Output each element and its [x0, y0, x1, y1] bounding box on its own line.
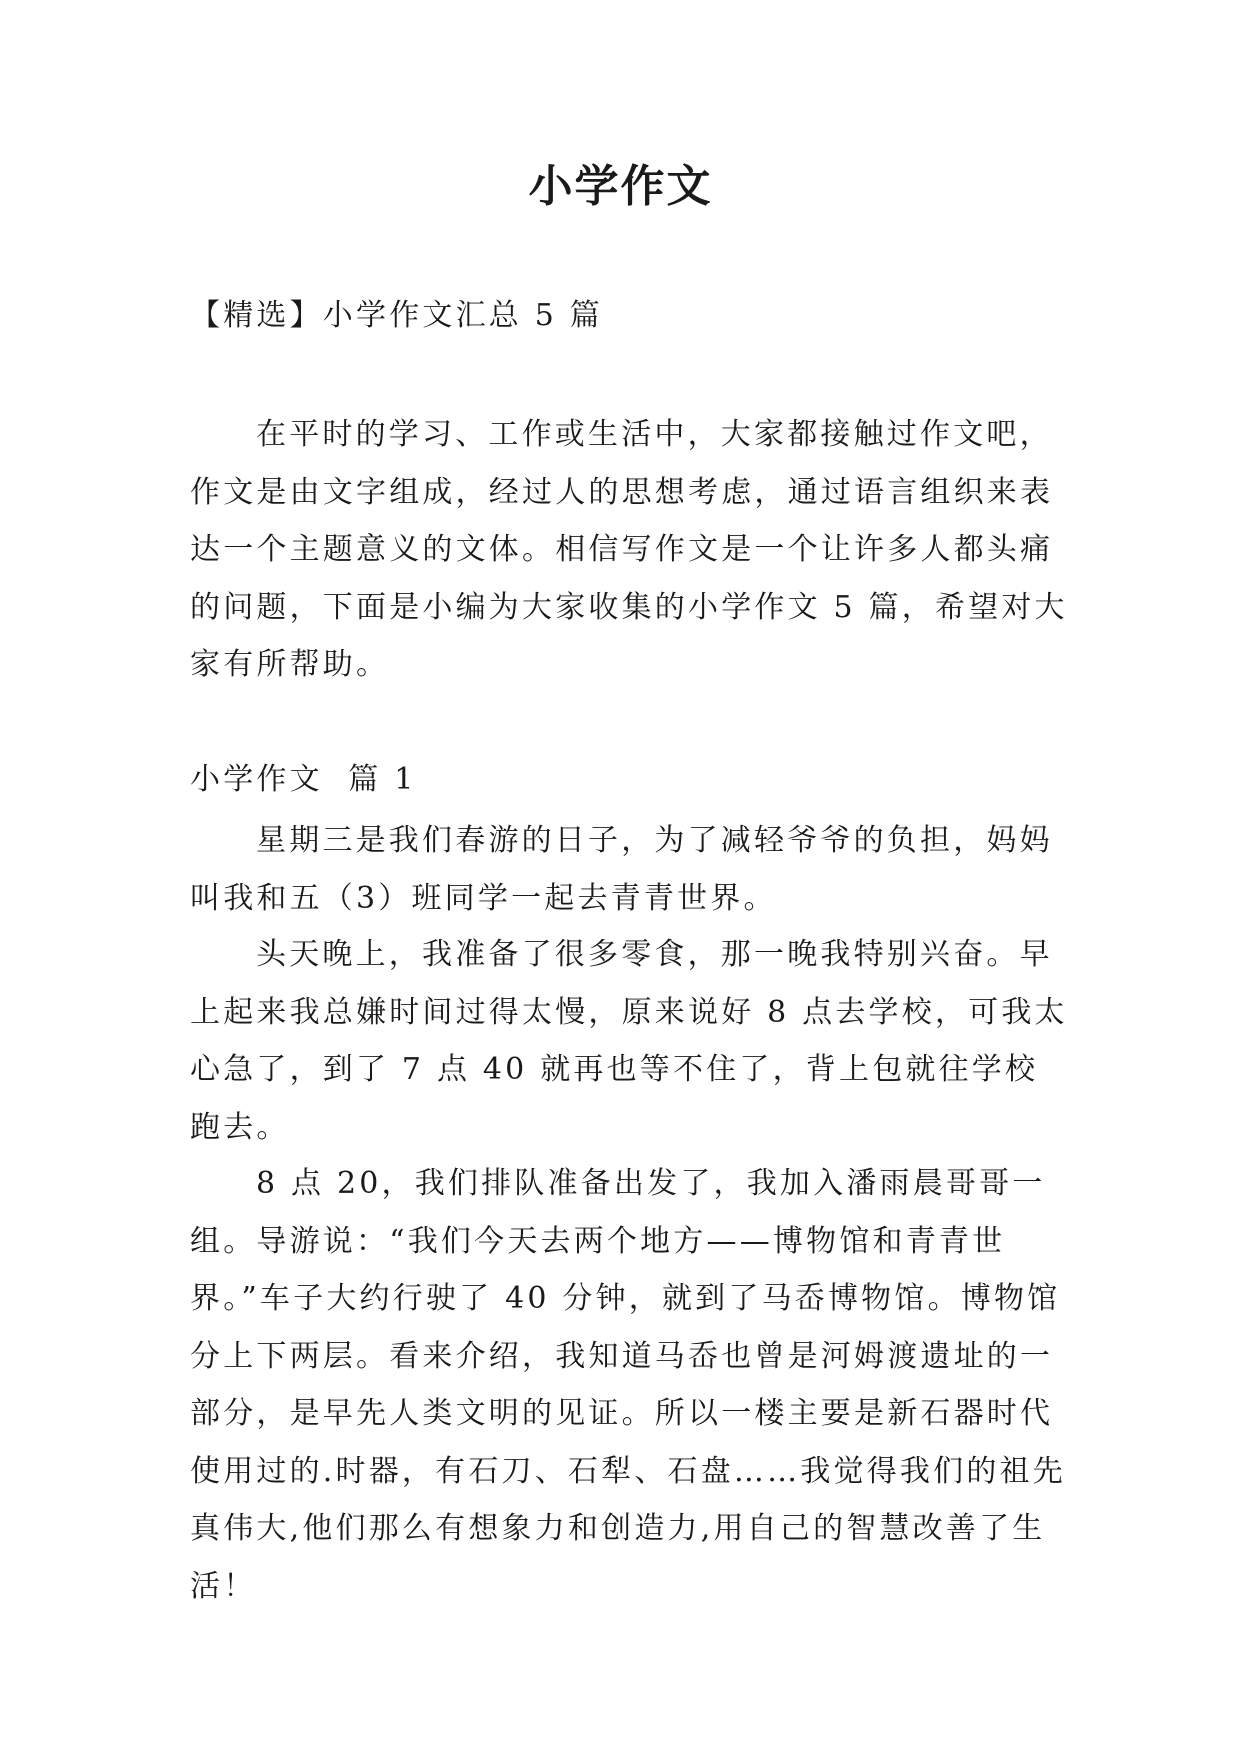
body-paragraph-3: 8 点 20，我们排队准备出发了，我加入潘雨晨哥哥一组。导游说：“我们今天去两个地方——博物馆和青青世界。”车子大约行驶了 40 分钟，就到了马岙博物馆。博物馆分上下两层。看来介绍，我知道马岙也曾是河姆渡遗址的一部分，是早先人类文明的见证。所以一楼主要是新石器时代使用过的.时器，有石刀、石犁、石盘……我觉得我们的祖先真伟大,他们那么有想象力和创造力,用自己的智慧改善了生活！	[190, 1166, 1066, 1604]
intro-paragraph: 在平时的学习、工作或生活中，大家都接触过作文吧，作文是由文字组成，经过人的思想考虑，通过语言组织来表达一个主题意义的文体。相信写作文是一个让许多人都头痛的问题，下面是小编为大家收集的小学作文 5 篇，希望对大家有所帮助。	[190, 417, 1068, 682]
section-heading: 小学作文 篇 1	[190, 762, 417, 797]
body-paragraph-1: 星期三是我们春游的日子，为了减轻爷爷的负担，妈妈叫我和五（3）班同学一起去青青世界。	[190, 823, 1053, 916]
document-title: 小学作文	[528, 161, 713, 212]
document-subtitle: 【精选】小学作文汇总 5 篇	[190, 298, 603, 333]
body-paragraph-2: 头天晚上，我准备了很多零食，那一晚我特别兴奋。早上起来我总嫌时间过得太慢，原来说好 8 点去学校，可我太心急了，到了 7 点 40 就再也等不住了，背上包就往学校跑去。	[190, 937, 1068, 1145]
